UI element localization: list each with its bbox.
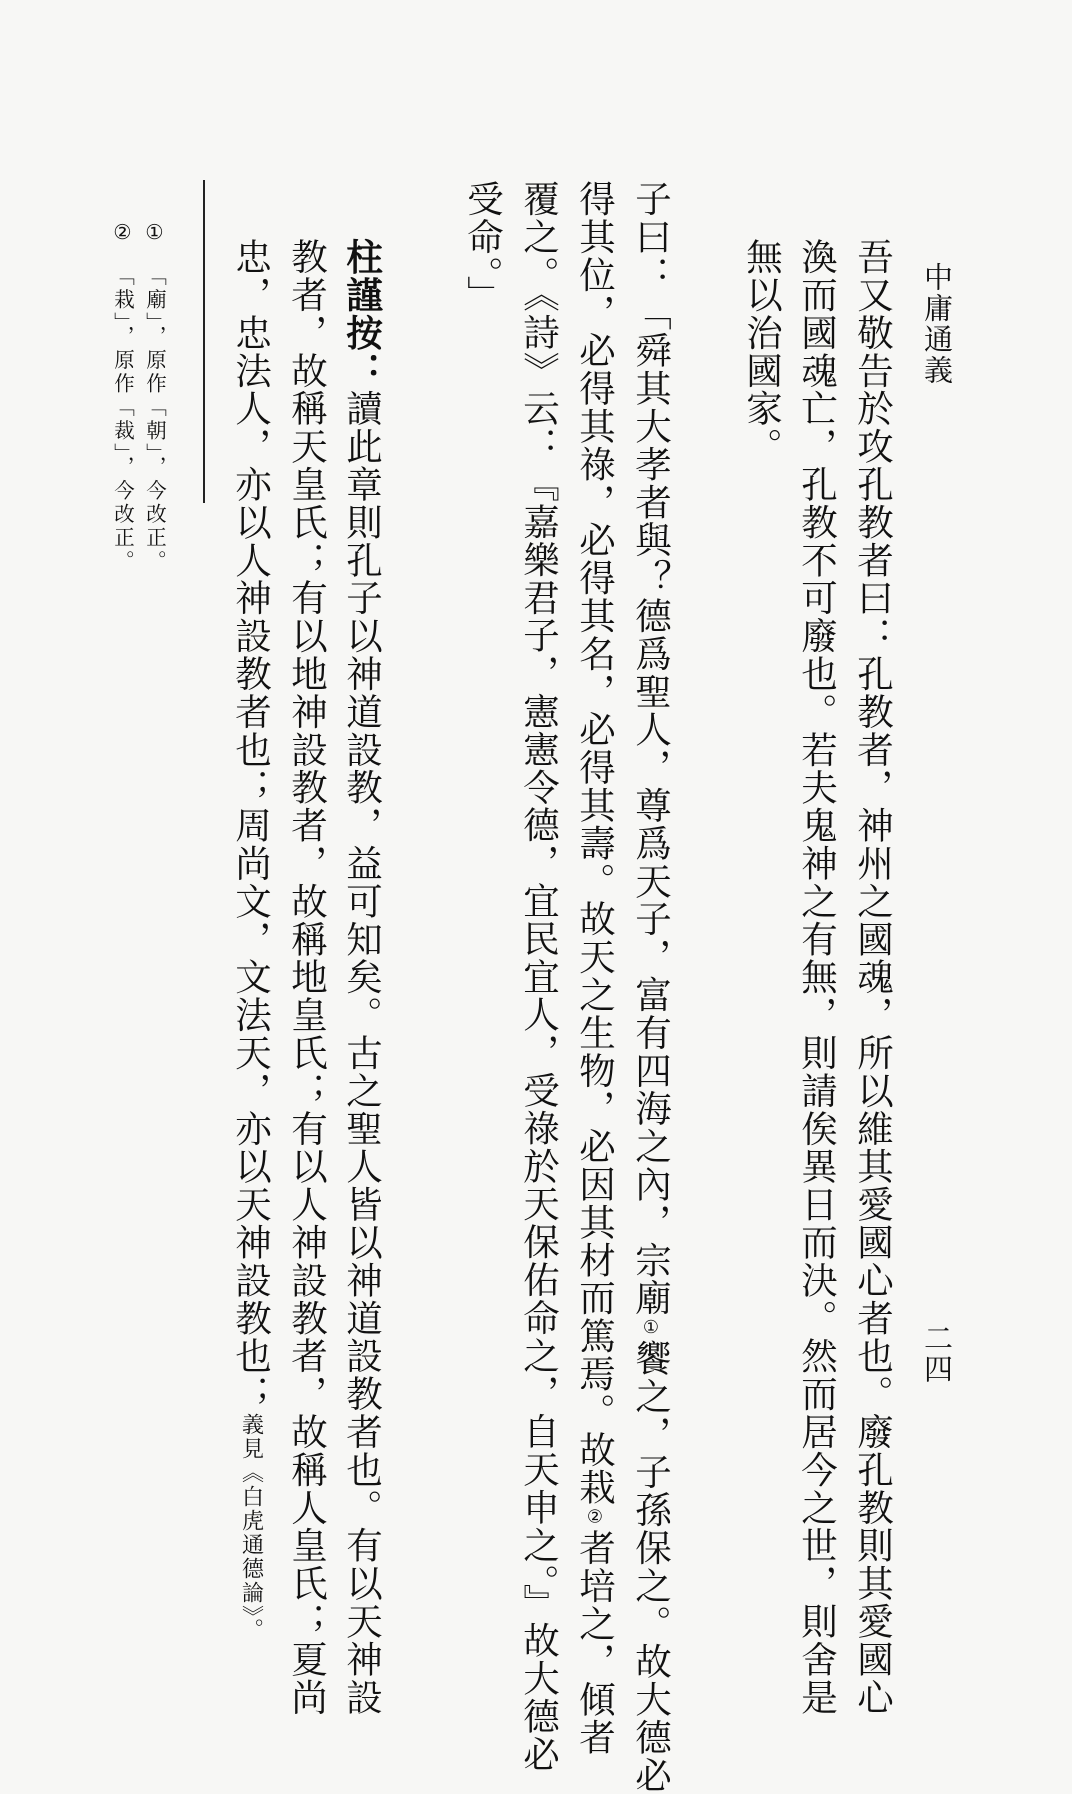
commentary-text: 忠，忠法人，亦以人神設教者也；周尚文，文法天，亦以天神設教也； (229, 238, 273, 1413)
commentary-citation: 義見《白虎通德論》。 (238, 1412, 264, 1642)
quote-column (629, 180, 673, 1794)
commentary-column (229, 238, 273, 1642)
quote-text: 得其位，必得其祿，必得其名，必得其壽。故天之生物，必因其材而篤焉。故栽 (573, 180, 617, 1507)
paragraph-column: 渙而國魂亡，孔教不可廢也。若夫鬼神之有無，則請俟異日而決。然而居今之世，則舍是 (795, 238, 839, 1717)
quote-column: 受命。」 (461, 180, 505, 314)
page-number: 二四 (920, 1323, 954, 1385)
footnote-text: 「廟」，原作「朝」，今改正。 (142, 265, 167, 574)
footnote-marker: ② (110, 220, 135, 247)
quote-text: 者培之，傾者 (573, 1528, 617, 1757)
quote-text: 饗之，子孫保之。故大德必 (629, 1339, 673, 1794)
footnote-divider (203, 180, 205, 503)
quote-text: 子曰：「舜其大孝者與？德爲聖人，尊爲天子，富有四海之內，宗廟 (629, 180, 673, 1317)
footnote-marker: ① (142, 220, 167, 247)
footnote-2 (112, 220, 133, 574)
commentary-column (340, 238, 384, 1717)
footnote-marker-2: ② (584, 1506, 606, 1529)
commentary-text: 讀此章則孔子以神道設教，益可知矣。古之聖人皆以神道設教者也。有以天神設 (340, 389, 384, 1717)
footnote-marker-1: ① (640, 1317, 662, 1340)
footnote-text: 「栽」，原作「裁」，今改正。 (110, 265, 135, 574)
paragraph-column: 吾又敬告於攻孔教者曰：孔教者，神州之國魂，所以維其愛國心者也。廢孔教則其愛國心 (851, 238, 895, 1717)
quote-column: 覆之。《詩》云：『嘉樂君子，憲憲令德，宜民宜人，受祿於天保佑命之，自天申之。』故大德必 (517, 180, 561, 1774)
paragraph-column: 無以治國家。 (740, 238, 784, 466)
commentary-lead: 柱謹按： (340, 238, 384, 390)
commentary-column: 教者，故稱天皇氏；有以地神設教者，故稱地皇氏；有以人神設教者，故稱人皇氏；夏尚 (285, 238, 329, 1717)
quote-column (573, 180, 617, 1757)
footnote-1 (144, 220, 165, 574)
running-title: 中庸通義 (920, 262, 954, 386)
